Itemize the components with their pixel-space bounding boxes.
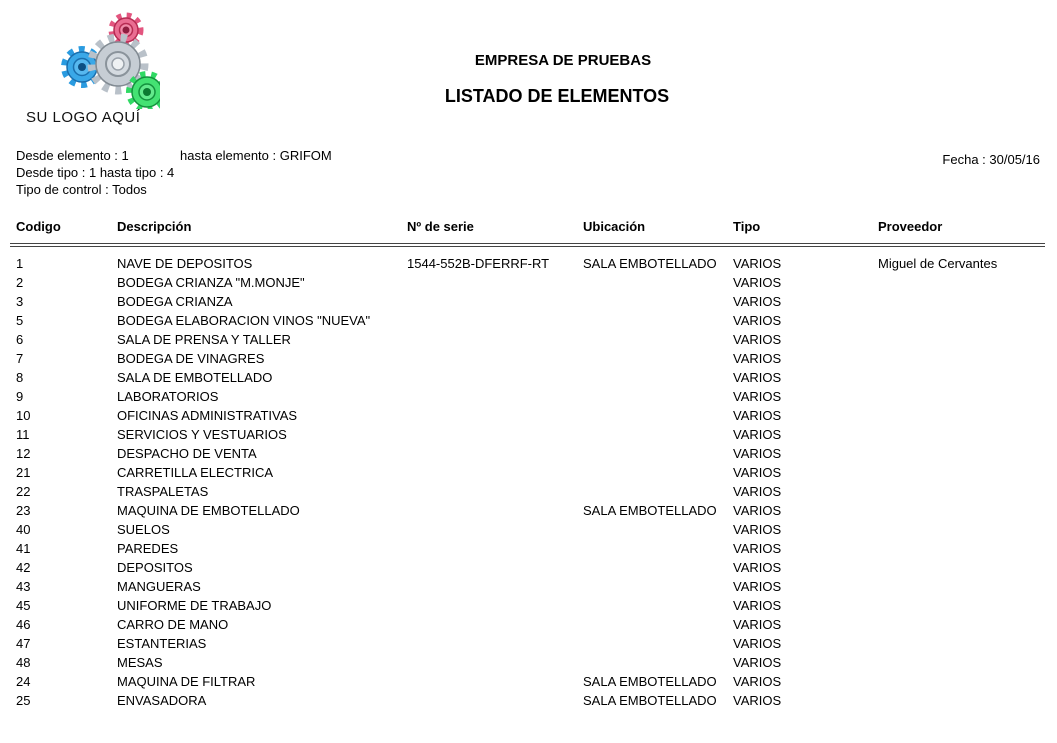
cell-proveedor [878, 482, 1047, 501]
report-date: Fecha : 30/05/16 [942, 152, 1040, 167]
cell-serie [407, 634, 583, 653]
cell-ubicacion [583, 273, 733, 292]
cell-ubicacion: SALA EMBOTELLADO [583, 674, 717, 689]
cell-ubicacion [583, 406, 733, 425]
cell-proveedor [878, 653, 1047, 672]
cell-tipo: VARIOS [733, 560, 782, 575]
table-header [16, 219, 1047, 234]
cell-serie [407, 387, 583, 406]
cell-tipo: VARIOS [733, 579, 782, 594]
cell-ubicacion [583, 482, 733, 501]
cell-descripcion: SALA DE EMBOTELLADO [117, 370, 273, 385]
cell-proveedor [878, 539, 1047, 558]
cell-tipo: VARIOS [733, 655, 782, 670]
cell-tipo: VARIOS [733, 427, 782, 442]
col-header-proveedor: Proveedor [878, 219, 943, 234]
cell-serie [407, 501, 583, 520]
cell-ubicacion: SALA EMBOTELLADO [583, 503, 717, 518]
table-row [16, 273, 1047, 292]
cell-proveedor [878, 558, 1047, 577]
cell-ubicacion [583, 425, 733, 444]
cell-codigo: 1 [16, 256, 24, 271]
cell-codigo: 21 [16, 465, 31, 480]
cell-proveedor [878, 273, 1047, 292]
cell-serie [407, 330, 583, 349]
cell-tipo: VARIOS [733, 294, 782, 309]
cell-descripcion: ENVASADORA [117, 693, 207, 708]
company-name: EMPRESA DE PRUEBAS [474, 52, 652, 69]
cell-tipo: VARIOS [733, 351, 782, 366]
cell-proveedor [878, 406, 1047, 425]
cell-proveedor: Miguel de Cervantes [878, 256, 998, 271]
cell-ubicacion [583, 520, 733, 539]
header-divider [10, 243, 1045, 247]
page-title: LISTADO DE ELEMENTOS [444, 86, 670, 106]
cell-serie [407, 425, 583, 444]
table-row [16, 254, 1047, 273]
cell-codigo: 22 [16, 484, 31, 499]
cell-ubicacion [583, 615, 733, 634]
cell-tipo: VARIOS [733, 484, 782, 499]
cell-ubicacion: SALA EMBOTELLADO [583, 256, 717, 271]
cell-ubicacion [583, 292, 733, 311]
cell-tipo: VARIOS [733, 313, 782, 328]
table-row [16, 672, 1047, 691]
cell-ubicacion [583, 653, 733, 672]
cell-descripcion: DEPOSITOS [117, 560, 193, 575]
cell-codigo: 9 [16, 389, 24, 404]
filter-control-type: Tipo de control : Todos [16, 182, 147, 197]
table-row [16, 501, 1047, 520]
table-row [16, 615, 1047, 634]
cell-descripcion: BODEGA DE VINAGRES [117, 351, 265, 366]
cell-descripcion: MAQUINA DE FILTRAR [117, 674, 256, 689]
filter-type-range: Desde tipo : 1 hasta tipo : 4 [16, 165, 175, 180]
cell-proveedor [878, 444, 1047, 463]
cell-ubicacion [583, 596, 733, 615]
cell-serie [407, 596, 583, 615]
cell-descripcion: PAREDES [117, 541, 179, 556]
cell-serie [407, 653, 583, 672]
cell-descripcion: NAVE DE DEPOSITOS [117, 256, 253, 271]
cell-codigo: 41 [16, 541, 31, 556]
cell-tipo: VARIOS [733, 693, 782, 708]
table-row [16, 634, 1047, 653]
cell-proveedor [878, 634, 1047, 653]
cell-descripcion: SERVICIOS Y VESTUARIOS [117, 427, 287, 442]
cell-proveedor [878, 672, 1047, 691]
cell-proveedor [878, 330, 1047, 349]
cell-codigo: 47 [16, 636, 31, 651]
cell-proveedor [878, 520, 1047, 539]
cell-descripcion: CARRETILLA ELECTRICA [117, 465, 274, 480]
cell-serie [407, 691, 583, 710]
cell-serie [407, 463, 583, 482]
cell-codigo: 40 [16, 522, 31, 537]
cell-proveedor [878, 596, 1047, 615]
table-row [16, 558, 1047, 577]
table-row [16, 444, 1047, 463]
cell-descripcion: BODEGA CRIANZA [117, 294, 233, 309]
cell-descripcion: MANGUERAS [117, 579, 201, 594]
col-header-tipo: Tipo [733, 219, 761, 234]
cell-proveedor [878, 501, 1047, 520]
cell-codigo: 10 [16, 408, 31, 423]
table-row [16, 596, 1047, 615]
cell-tipo: VARIOS [733, 503, 782, 518]
cell-codigo: 25 [16, 693, 31, 708]
cell-codigo: 43 [16, 579, 31, 594]
cell-proveedor [878, 463, 1047, 482]
cell-ubicacion [583, 349, 733, 368]
cell-codigo: 8 [16, 370, 24, 385]
cell-serie [407, 292, 583, 311]
cell-descripcion: BODEGA ELABORACION VINOS "NUEVA" [117, 313, 371, 328]
cell-ubicacion [583, 311, 733, 330]
cell-tipo: VARIOS [733, 617, 782, 632]
cell-proveedor [878, 577, 1047, 596]
cell-ubicacion [583, 463, 733, 482]
cell-codigo: 11 [16, 427, 30, 442]
cell-descripcion: SALA DE PRENSA Y TALLER [117, 332, 291, 347]
cell-ubicacion: SALA EMBOTELLADO [583, 693, 717, 708]
cell-descripcion: CARRO DE MANO [117, 617, 229, 632]
cell-descripcion: SUELOS [117, 522, 170, 537]
cell-tipo: VARIOS [733, 598, 782, 613]
filter-from-element: Desde elemento : 1 [16, 148, 129, 163]
cell-descripcion: TRASPALETAS [117, 484, 209, 499]
logo-caption: SU LOGO AQUÍ [26, 109, 141, 126]
cell-codigo: 6 [16, 332, 24, 347]
cell-tipo: VARIOS [733, 541, 782, 556]
table-row [16, 387, 1047, 406]
cell-tipo: VARIOS [733, 389, 782, 404]
cell-ubicacion [583, 577, 733, 596]
table-row [16, 368, 1047, 387]
table-row [16, 691, 1047, 710]
cell-serie [407, 368, 583, 387]
cell-proveedor [878, 691, 1047, 710]
cell-descripcion: MAQUINA DE EMBOTELLADO [117, 503, 300, 518]
cell-proveedor [878, 425, 1047, 444]
col-header-codigo: Codigo [16, 219, 61, 234]
cell-proveedor [878, 292, 1047, 311]
cell-codigo: 12 [16, 446, 31, 461]
table-row [16, 577, 1047, 596]
table-row [16, 349, 1047, 368]
filter-summary [16, 147, 332, 198]
cell-tipo: VARIOS [733, 674, 782, 689]
table-row [16, 406, 1047, 425]
cell-ubicacion [583, 539, 733, 558]
cell-tipo: VARIOS [733, 332, 782, 347]
cell-serie [407, 615, 583, 634]
cell-codigo: 48 [16, 655, 31, 670]
cell-tipo: VARIOS [733, 408, 782, 423]
cell-serie [407, 672, 583, 691]
cell-codigo: 23 [16, 503, 31, 518]
cell-codigo: 24 [16, 674, 31, 689]
cell-descripcion: ESTANTERIAS [117, 636, 207, 651]
table-row [16, 311, 1047, 330]
table-row [16, 539, 1047, 558]
col-header-serie: Nº de serie [407, 219, 474, 234]
cell-tipo: VARIOS [733, 446, 782, 461]
cell-serie: 1544-552B-DFERRF-RT [407, 256, 550, 271]
cell-serie [407, 577, 583, 596]
table-row [16, 482, 1047, 501]
col-header-descripcion: Descripción [117, 219, 192, 234]
cell-tipo: VARIOS [733, 275, 782, 290]
cell-codigo: 45 [16, 598, 31, 613]
table-row [16, 520, 1047, 539]
cell-serie [407, 482, 583, 501]
cell-descripcion: DESPACHO DE VENTA [117, 446, 257, 461]
gears-logo-icon [30, 4, 160, 109]
cell-proveedor [878, 311, 1047, 330]
cell-codigo: 7 [16, 351, 24, 366]
cell-tipo: VARIOS [733, 256, 782, 271]
cell-codigo: 46 [16, 617, 31, 632]
cell-proveedor [878, 368, 1047, 387]
cell-descripcion: MESAS [117, 655, 163, 670]
cell-serie [407, 349, 583, 368]
filter-to-element: hasta elemento : GRIFOM [180, 148, 332, 163]
cell-tipo: VARIOS [733, 465, 782, 480]
cell-serie [407, 311, 583, 330]
cell-proveedor [878, 615, 1047, 634]
cell-serie [407, 273, 583, 292]
cell-serie [407, 520, 583, 539]
col-header-ubicacion: Ubicación [583, 219, 646, 234]
cell-descripcion: LABORATORIOS [117, 389, 219, 404]
filter-element-range [16, 147, 332, 164]
cell-descripcion: UNIFORME DE TRABAJO [117, 598, 272, 613]
cell-ubicacion [583, 368, 733, 387]
table-row [16, 292, 1047, 311]
cell-proveedor [878, 349, 1047, 368]
cell-proveedor [878, 387, 1047, 406]
table-body [16, 254, 1047, 710]
cell-codigo: 5 [16, 313, 24, 328]
cell-ubicacion [583, 330, 733, 349]
cell-tipo: VARIOS [733, 636, 782, 651]
gear-green [130, 75, 160, 109]
cell-serie [407, 406, 583, 425]
cell-ubicacion [583, 444, 733, 463]
cell-codigo: 2 [16, 275, 24, 290]
table-row [16, 330, 1047, 349]
cell-descripcion: BODEGA CRIANZA "M.MONJE" [117, 275, 305, 290]
cell-serie [407, 558, 583, 577]
cell-descripcion: OFICINAS ADMINISTRATIVAS [117, 408, 298, 423]
cell-serie [407, 444, 583, 463]
cell-tipo: VARIOS [733, 522, 782, 537]
cell-ubicacion [583, 634, 733, 653]
table-row [16, 463, 1047, 482]
table-row [16, 425, 1047, 444]
cell-codigo: 3 [16, 294, 24, 309]
cell-tipo: VARIOS [733, 370, 782, 385]
cell-ubicacion [583, 387, 733, 406]
cell-ubicacion [583, 558, 733, 577]
cell-codigo: 42 [16, 560, 31, 575]
table-row [16, 653, 1047, 672]
cell-serie [407, 539, 583, 558]
